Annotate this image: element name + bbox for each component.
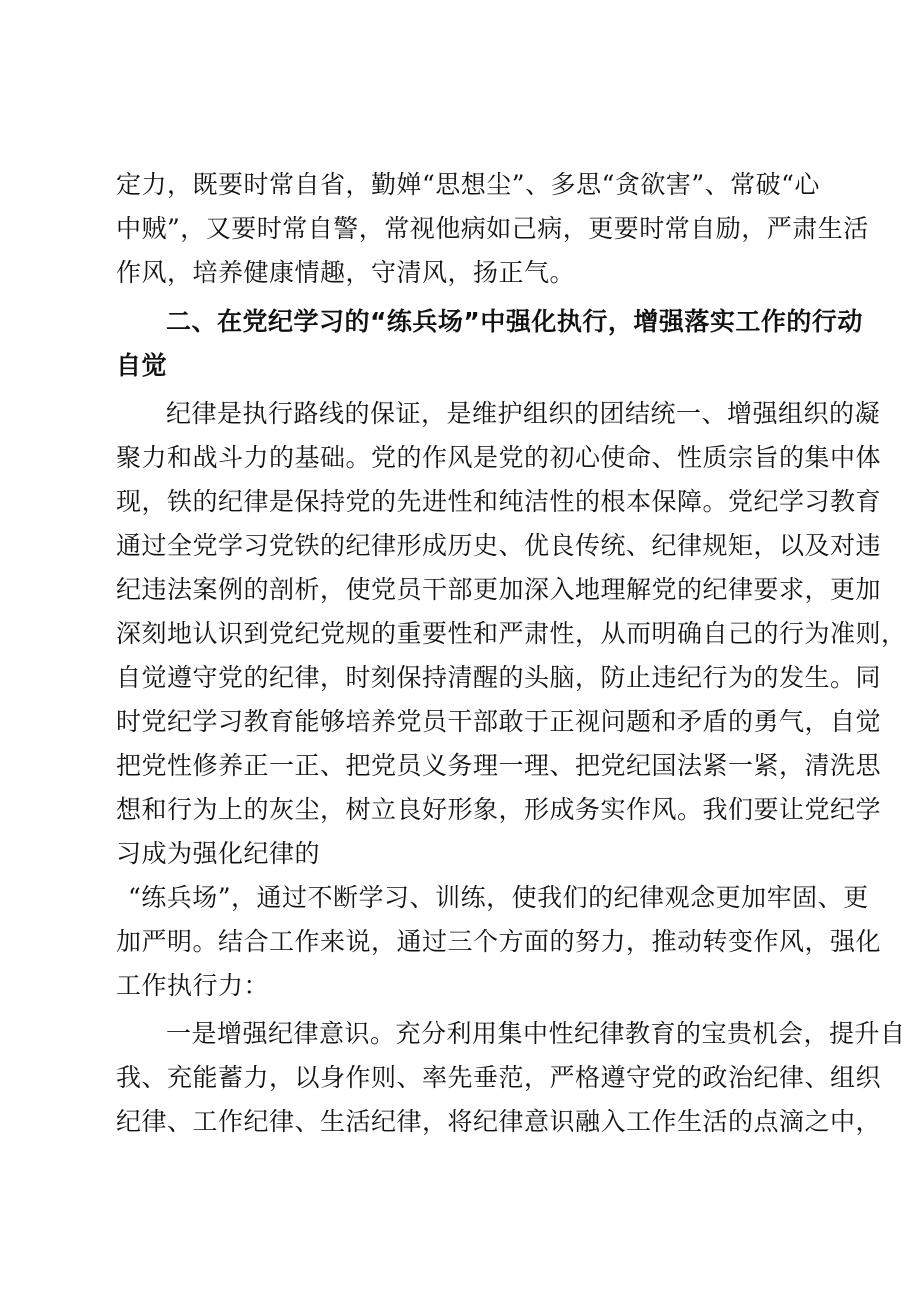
paragraph-line: 自觉遵守党的纪律，时刻保持清醒的头脑，防止违纪行为的发生。同 [116, 663, 882, 692]
text-line: 作风，培养健康情趣，守清风，扬正气。 [116, 258, 576, 287]
paragraph-line: 纪律是执行路线的保证，是维护组织的团结统一、增强组织的凝 [166, 399, 881, 428]
text-line: 中贼”，又要时常自警，常视他病如己病，更要时常自励，严肃生活 [116, 214, 869, 243]
paragraph-line: 一是增强纪律意识。充分利用集中性纪律教育的宝贵机会，提升自 [166, 1019, 906, 1048]
paragraph-line: 想和行为上的灰尘，树立良好形象，形成务实作风。我们要让党纪学 [116, 795, 882, 824]
section-heading: 二、在党纪学习的“练兵场”中强化执行，增强落实工作的行动 [166, 307, 863, 336]
section-heading-cont: 自觉 [116, 351, 168, 380]
paragraph-line: “练兵场”，通过不断学习、训练，使我们的纪律观念更加牢固、更 [128, 883, 869, 912]
paragraph-line: 加严明。结合工作来说，通过三个方面的努力，推动转变作风，强化 [116, 927, 882, 956]
paragraph-line: 通过全党学习党铁的纪律形成历史、优良传统、纪律规矩，以及对违 [116, 531, 882, 560]
paragraph-line: 习成为强化纪律的 [116, 839, 321, 868]
paragraph-line: 深刻地认识到党纪党规的重要性和严肃性，从而明确自己的行为准则， [116, 619, 907, 648]
paragraph-line: 把党性修养正一正、把党员义务理一理、把党纪国法紧一紧，清洗思 [116, 751, 882, 780]
paragraph-line: 聚力和战斗力的基础。党的作风是党的初心使命、性质宗旨的集中体 [116, 443, 882, 472]
paragraph-line: 时党纪学习教育能够培养党员干部敢于正视问题和矛盾的勇气，自觉 [116, 707, 882, 736]
paragraph-line: 现，铁的纪律是保持党的先进性和纯洁性的根本保障。党纪学习教育 [116, 487, 882, 516]
paragraph-line: 纪违法案例的剖析，使党员干部更加深入地理解党的纪律要求，更加 [116, 575, 882, 604]
paragraph-line: 纪律、工作纪律、生活纪律，将纪律意识融入工作生活的点滴之中， [116, 1107, 882, 1136]
text-line: 定力，既要时常自省，勤婵“思想尘”、多思“贪欲害”、常破“心 [116, 170, 820, 199]
paragraph-line: 工作执行力： [116, 971, 270, 1000]
paragraph-line: 我、充能蓄力，以身作则、率先垂范，严格遵守党的政治纪律、组织 [116, 1063, 882, 1092]
